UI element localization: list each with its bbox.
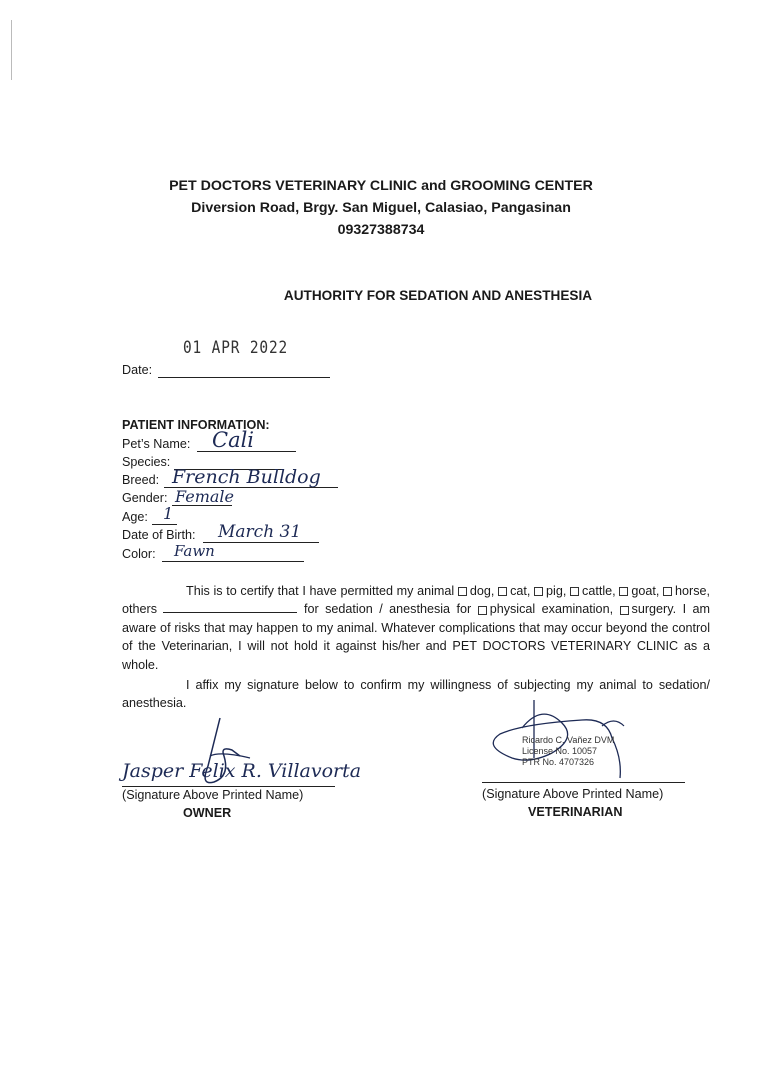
clinic-name: PET DOCTORS VETERINARY CLINIC and GROOMING CENTER (169, 178, 593, 194)
cat-option-label: cat, (510, 584, 531, 598)
cert-text-c: I am aware of risks that may happen to my animal. Whatever complications that may occur beyond the control of the Veterinarian, I will not hold it against his/her and PET DOCTORS VETERINARY CLINIC as a whole. (122, 602, 711, 672)
color-line (162, 561, 304, 562)
owner-role-label: OWNER (183, 806, 232, 820)
dob-label: Date of Birth: (122, 528, 196, 542)
pig-checkbox[interactable] (534, 587, 543, 596)
form-title: AUTHORITY FOR SEDATION AND ANESTHESIA (283, 288, 593, 303)
surgery-option-label: surgery. (631, 602, 677, 617)
scan-edge-mark (11, 20, 14, 80)
owner-printed-name: Jasper Felix R. Villavorta (122, 760, 362, 782)
age-label: Age: (122, 510, 148, 524)
date-stamp: 01 APR 2022 (183, 338, 289, 358)
vet-stamp-ptr: PTR No. 4707326 (522, 757, 595, 767)
others-blank (163, 601, 297, 613)
clinic-address: Diversion Road, Brgy. San Miguel, Calasiao, Pangasinan (191, 200, 571, 216)
gender-value: Female (175, 487, 234, 506)
patient-info-heading: PATIENT INFORMATION: (122, 418, 270, 432)
goat-option-label: goat, (631, 584, 660, 598)
physical-exam-option-label: physical examination, (489, 602, 614, 617)
color-value: Fawn (174, 542, 215, 560)
species-label: Species: (122, 455, 171, 469)
breed-value: French Bulldog (172, 466, 321, 488)
date-label: Date: (122, 363, 153, 377)
owner-signature-line (122, 786, 335, 787)
surgery-checkbox[interactable] (620, 606, 629, 615)
dob-line (203, 542, 319, 543)
color-label: Color: (122, 547, 156, 561)
cert-text-a: This is to certify that I have permitted my animal (186, 584, 455, 598)
vet-role-label: VETERINARIAN (528, 805, 623, 819)
pet-name-label: Pet’s Name: (122, 437, 191, 451)
gender-label: Gender: (122, 491, 168, 505)
age-line (152, 524, 177, 525)
vet-license-stamp (522, 735, 614, 768)
breed-label: Breed: (122, 473, 160, 487)
horse-option-label: horse, others (122, 584, 711, 617)
clinic-phone: 09327388734 (337, 222, 425, 238)
dog-option-label: dog, (469, 584, 495, 598)
vet-signature-caption: (Signature Above Printed Name) (482, 787, 664, 801)
date-line (158, 377, 330, 378)
horse-checkbox[interactable] (663, 587, 672, 596)
vet-stamp-license: License No. 10057 (522, 746, 598, 756)
cert-text-b: for sedation / anesthesia for (303, 602, 472, 617)
cattle-option-label: cattle, (582, 584, 616, 598)
pet-name-value: Cali (212, 428, 255, 452)
affix-text: I affix my signature below to confirm my willingness of subjecting my animal to sedation/ anesthesia. (122, 678, 710, 711)
vet-signature-line (482, 782, 685, 783)
age-value: 1 (163, 504, 174, 523)
dob-value: March 31 (218, 522, 302, 542)
pig-option-label: pig, (546, 584, 567, 598)
vet-stamp-name: Ricardo C. Vañez DVM (522, 735, 615, 745)
certification-paragraph (122, 582, 710, 674)
owner-signature-caption: (Signature Above Printed Name) (122, 788, 304, 802)
owner-signature-scribble (180, 716, 260, 796)
dog-checkbox[interactable] (458, 587, 467, 596)
cattle-checkbox[interactable] (570, 587, 579, 596)
goat-checkbox[interactable] (619, 587, 628, 596)
physical-exam-checkbox[interactable] (478, 606, 487, 615)
cat-checkbox[interactable] (498, 587, 507, 596)
